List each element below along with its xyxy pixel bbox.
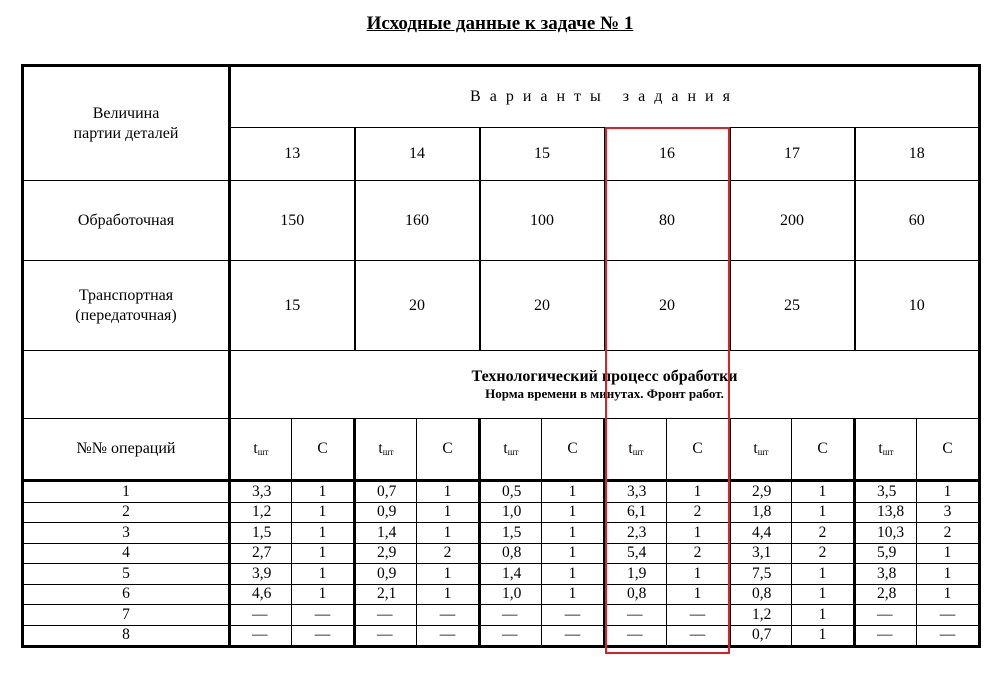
t-header: tшт <box>480 419 542 481</box>
c-value: 1 <box>292 481 355 503</box>
variant-number: 13 <box>230 128 355 181</box>
variants-caption: Варианты задания <box>230 66 980 128</box>
c-value: 1 <box>292 564 355 585</box>
transport-value: 25 <box>730 261 855 351</box>
c-value: — <box>542 625 605 647</box>
c-header: С <box>417 419 480 481</box>
variant-number: 16 <box>605 128 730 181</box>
t-value: 0,7 <box>355 481 417 503</box>
transport-value: 20 <box>355 261 480 351</box>
source-data-table <box>21 64 981 648</box>
c-value: 2 <box>417 543 480 564</box>
empty-cell <box>23 351 230 419</box>
c-value: 2 <box>792 543 855 564</box>
variant-number: 18 <box>855 128 980 181</box>
t-value: 10,3 <box>855 523 917 544</box>
t-value: 2,1 <box>355 584 417 605</box>
t-value: 5,9 <box>855 543 917 564</box>
c-value: 2 <box>917 523 980 544</box>
c-value: 1 <box>417 502 480 523</box>
t-value: 0,9 <box>355 502 417 523</box>
t-value: 3,1 <box>730 543 792 564</box>
c-value: 1 <box>917 543 980 564</box>
t-value: 1,8 <box>730 502 792 523</box>
t-value: 13,8 <box>855 502 917 523</box>
c-value: 1 <box>792 564 855 585</box>
t-value: 4,6 <box>230 584 292 605</box>
t-header: tшт <box>230 419 292 481</box>
t-value: 3,9 <box>230 564 292 585</box>
c-value: — <box>917 605 980 626</box>
c-value: 1 <box>917 564 980 585</box>
operation-number: 3 <box>23 523 230 544</box>
t-value: 1,9 <box>605 564 667 585</box>
tech-process-subtitle: Норма времени в минутах. Фронт работ. <box>485 386 724 402</box>
t-value: 2,8 <box>855 584 917 605</box>
t-value: 2,9 <box>730 481 792 503</box>
t-value: 3,3 <box>230 481 292 503</box>
processing-value: 60 <box>855 181 980 261</box>
processing-value: 160 <box>355 181 480 261</box>
c-value: 2 <box>792 523 855 544</box>
c-header: С <box>667 419 730 481</box>
c-value: 1 <box>792 584 855 605</box>
c-header: С <box>292 419 355 481</box>
t-value: 0,8 <box>480 543 542 564</box>
t-value: 2,7 <box>230 543 292 564</box>
c-value: 1 <box>417 523 480 544</box>
operations-label: №№ операций <box>23 419 230 481</box>
operation-number: 1 <box>23 481 230 503</box>
t-value: 1,5 <box>230 523 292 544</box>
t-value: 4,4 <box>730 523 792 544</box>
t-value: 1,2 <box>230 502 292 523</box>
operation-number: 8 <box>23 625 230 647</box>
variant-number: 14 <box>355 128 480 181</box>
c-value: 1 <box>417 584 480 605</box>
c-value: 1 <box>667 564 730 585</box>
c-value: 2 <box>667 543 730 564</box>
t-header: tшт <box>855 419 917 481</box>
t-header: tшт <box>605 419 667 481</box>
c-value: — <box>417 625 480 647</box>
variant-number: 17 <box>730 128 855 181</box>
c-value: — <box>292 605 355 626</box>
c-value: — <box>292 625 355 647</box>
t-value: — <box>605 625 667 647</box>
c-value: 1 <box>292 502 355 523</box>
t-value: 0,9 <box>355 564 417 585</box>
t-value: — <box>230 625 292 647</box>
c-value: 1 <box>292 543 355 564</box>
c-value: 1 <box>542 481 605 503</box>
c-header: С <box>792 419 855 481</box>
tech-process-caption <box>230 351 980 419</box>
c-value: 1 <box>292 523 355 544</box>
t-value: — <box>855 625 917 647</box>
c-value: 2 <box>667 502 730 523</box>
c-value: 1 <box>542 584 605 605</box>
processing-value: 200 <box>730 181 855 261</box>
c-value: 1 <box>792 481 855 503</box>
c-value: 1 <box>417 481 480 503</box>
t-value: — <box>355 625 417 647</box>
c-value: 1 <box>667 481 730 503</box>
t-value: 0,5 <box>480 481 542 503</box>
processing-value: 150 <box>230 181 355 261</box>
c-value: 1 <box>792 502 855 523</box>
processing-value: 80 <box>605 181 730 261</box>
processing-value: 100 <box>480 181 605 261</box>
operation-number: 2 <box>23 502 230 523</box>
t-value: 3,5 <box>855 481 917 503</box>
operation-number: 5 <box>23 564 230 585</box>
processing-label: Обработочная <box>23 181 230 261</box>
t-value: — <box>605 605 667 626</box>
c-value: 3 <box>917 502 980 523</box>
c-value: 1 <box>792 605 855 626</box>
t-value: 3,8 <box>855 564 917 585</box>
t-value: 1,5 <box>480 523 542 544</box>
c-value: — <box>667 625 730 647</box>
t-value: 7,5 <box>730 564 792 585</box>
transport-label: Транспортная (передаточная) <box>23 261 230 351</box>
c-value: 1 <box>292 584 355 605</box>
t-value: 1,2 <box>730 605 792 626</box>
transport-value: 15 <box>230 261 355 351</box>
t-value: 1,0 <box>480 502 542 523</box>
c-header: С <box>542 419 605 481</box>
t-value: — <box>355 605 417 626</box>
operation-number: 7 <box>23 605 230 626</box>
t-value: — <box>230 605 292 626</box>
t-value: 0,8 <box>605 584 667 605</box>
t-value: 3,3 <box>605 481 667 503</box>
batch-size-label: Величина партии деталей <box>23 66 230 181</box>
c-value: 1 <box>542 543 605 564</box>
c-value: 1 <box>917 481 980 503</box>
c-value: 1 <box>542 523 605 544</box>
c-value: 1 <box>667 584 730 605</box>
t-value: — <box>855 605 917 626</box>
t-value: 1,4 <box>355 523 417 544</box>
t-value: 1,0 <box>480 584 542 605</box>
t-header: tшт <box>355 419 417 481</box>
c-value: 1 <box>542 502 605 523</box>
transport-value: 20 <box>480 261 605 351</box>
c-value: — <box>542 605 605 626</box>
operation-number: 6 <box>23 584 230 605</box>
t-header: tшт <box>730 419 792 481</box>
t-value: 2,9 <box>355 543 417 564</box>
c-value: 1 <box>417 564 480 585</box>
t-value: 1,4 <box>480 564 542 585</box>
c-value: — <box>917 625 980 647</box>
transport-value: 20 <box>605 261 730 351</box>
transport-value: 10 <box>855 261 980 351</box>
t-value: 0,7 <box>730 625 792 647</box>
c-value: 1 <box>667 523 730 544</box>
c-header: С <box>917 419 980 481</box>
c-value: — <box>667 605 730 626</box>
t-value: 5,4 <box>605 543 667 564</box>
c-value: 1 <box>917 584 980 605</box>
operation-number: 4 <box>23 543 230 564</box>
tech-process-title: Технологический процесс обработки <box>471 368 738 386</box>
variant-number: 15 <box>480 128 605 181</box>
t-value: — <box>480 625 542 647</box>
t-value: — <box>480 605 542 626</box>
c-value: — <box>417 605 480 626</box>
c-value: 1 <box>542 564 605 585</box>
t-value: 2,3 <box>605 523 667 544</box>
t-value: 0,8 <box>730 584 792 605</box>
c-value: 1 <box>792 625 855 647</box>
document-title: Исходные данные к задаче № 1 <box>366 13 634 34</box>
t-value: 6,1 <box>605 502 667 523</box>
